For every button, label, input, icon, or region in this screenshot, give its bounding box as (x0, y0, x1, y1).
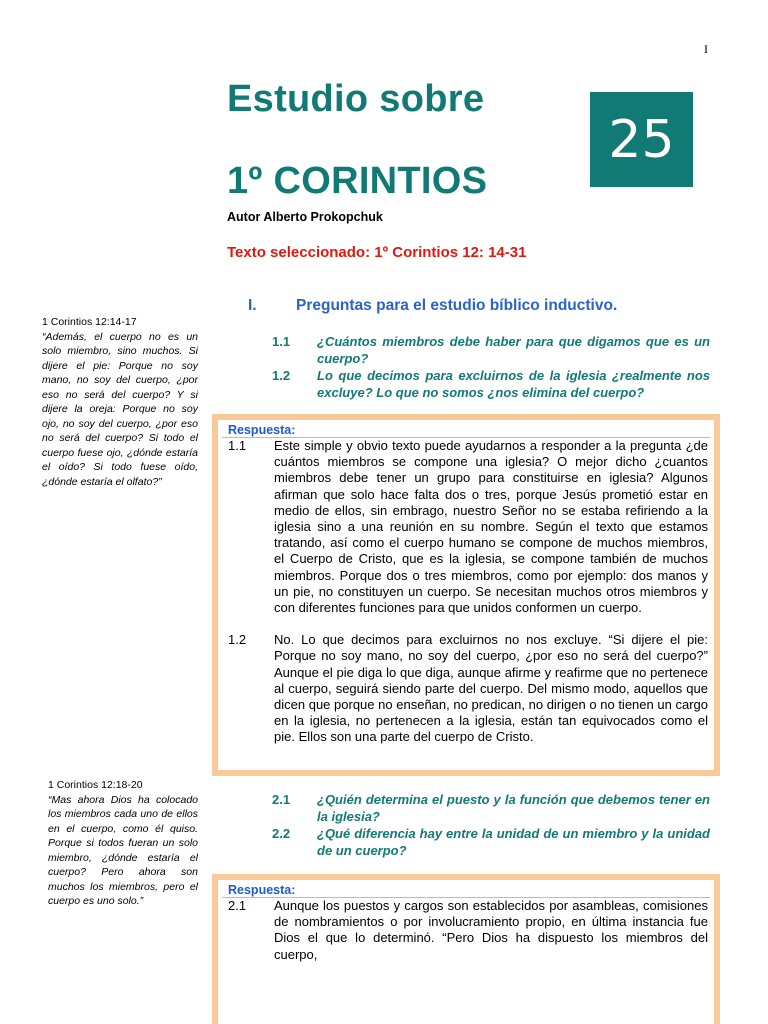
study-number-badge: 25 (590, 92, 693, 187)
section-heading-text: Preguntas para el estudio bíblico inductivo. (296, 297, 618, 314)
sidebar-quote: “Mas ahora Dios ha colocado los miembros cada uno de ellos en el cuerpo, como él quiso. Porque si todos fueran un solo miembro, ¿dónde estaría el cuerpo? Pero ahora son muchos los miembros, pero el cuerpo es uno solo.” (48, 793, 198, 907)
question-item (272, 791, 710, 825)
answer-number: 1.2 (228, 632, 247, 648)
answer-item (218, 898, 714, 963)
answer-label: Respuesta: (228, 883, 296, 897)
selected-text-reference: Texto seleccionado: 1º Corintios 12: 14-31 (227, 244, 527, 261)
sidebar-quote: “Además, el cuerpo no es un solo miembro, sino muchos. Si dijere el pie: Porque no soy mano, no soy del cuerpo, ¿por eso no será del cuerpo? Y si dijere la oreja: Porque no soy ojo, no soy del cuerpo, ¿por eso no será del cuerpo? Si todo el cuerpo fuese ojo, ¿dónde estaría el oído? Si todo fuese oído, ¿dónde estaría el olfato?” (42, 330, 198, 488)
answer-text: Este simple y obvio texto puede ayudarnos a responder a la pregunta ¿de cuántos miembros se compone una iglesia? O mejor dicho ¿cuantos miembros debe tener un grupo para constituirse en iglesia? Algunos afirman que solo hace falta dos o tres, porque Jesús prometió estar en medio de ellos, sin embrago, nuestro Señor no se estaba refiriendo a la iglesia sino a una reunión en su nombre. Según el texto que estamos tratando, así como el cuerpo humano se compone de muchos miembros, el Cuerpo de Cristo, que es la iglesia, se compone también de muchos miembros. Porque dos o tres miembros, como por ejemplo: dos manos y un pie, no constituyen un cuerpo. Se necesitan muchos otros miembros y con diferentes funciones para que unidos conformen un cuerpo. (274, 438, 708, 616)
answer-box-1 (212, 414, 720, 776)
answer-label: Respuesta: (228, 423, 296, 437)
sidebar-note-1 (42, 315, 198, 489)
sidebar-note-2 (48, 778, 198, 909)
question-number: 1.2 (272, 368, 291, 383)
document-title-line1: Estudio sobre (227, 78, 485, 120)
document-title-line2: 1º CORINTIOS (227, 160, 488, 202)
page-number: I (704, 42, 708, 56)
answer-item (218, 632, 714, 745)
answer-number: 1.1 (228, 438, 247, 453)
author-line: Autor Alberto Prokopchuk (227, 210, 383, 224)
question-text: ¿Cuántos miembros debe haber para que digamos que es un cuerpo? (317, 334, 710, 366)
question-text: ¿Qué diferencia hay entre la unidad de un miembro y la unidad de un cuerpo? (317, 826, 710, 858)
question-text: ¿Quién determina el puesto y la función que debemos tener en la iglesia? (317, 792, 710, 824)
answer-text: No. Lo que decimos para excluirnos no nos excluye. “Si dijere el pie: Porque no soy mano, no soy del cuerpo, ¿por eso no será del cuerpo?” Aunque el pie diga lo que diga, aunque afirme y reafirme que no pertenece al cuerpo, seguirá siendo parte del cuerpo. Del mismo modo, aquellos que dicen que porque no enseñan, no predican, no dirigen o no tienen un cargo en la iglesia, no pertenecen a la iglesia, están tan equivocados como el pie. Ellos son una parte del cuerpo de Cristo. (274, 632, 708, 745)
question-text: Lo que decimos para excluirnos de la iglesia ¿realmente nos excluye? Lo que no somos ¿nos elimina del cuerpo? (317, 368, 710, 400)
section-heading (248, 297, 617, 315)
sidebar-reference: 1 Corintios 12:14-17 (42, 316, 137, 328)
question-number: 2.1 (272, 792, 291, 807)
section-numeral: I. (248, 297, 257, 314)
question-item (272, 333, 710, 367)
question-number: 2.2 (272, 826, 291, 841)
answer-text: Aunque los puestos y cargos son establecidos por asambleas, comisiones de nombramientos o por involucramiento propio, en última instancia fue Dios el que lo determinó. “Pero Dios ha dispuesto los miembros del cuerpo, (274, 898, 708, 962)
question-item (272, 367, 710, 401)
sidebar-reference: 1 Corintios 12:18-20 (48, 779, 143, 791)
answer-item (218, 438, 714, 616)
question-item (272, 825, 710, 859)
answer-number: 2.1 (228, 898, 247, 913)
question-number: 1.1 (272, 334, 291, 349)
answer-box-2 (212, 874, 720, 1024)
